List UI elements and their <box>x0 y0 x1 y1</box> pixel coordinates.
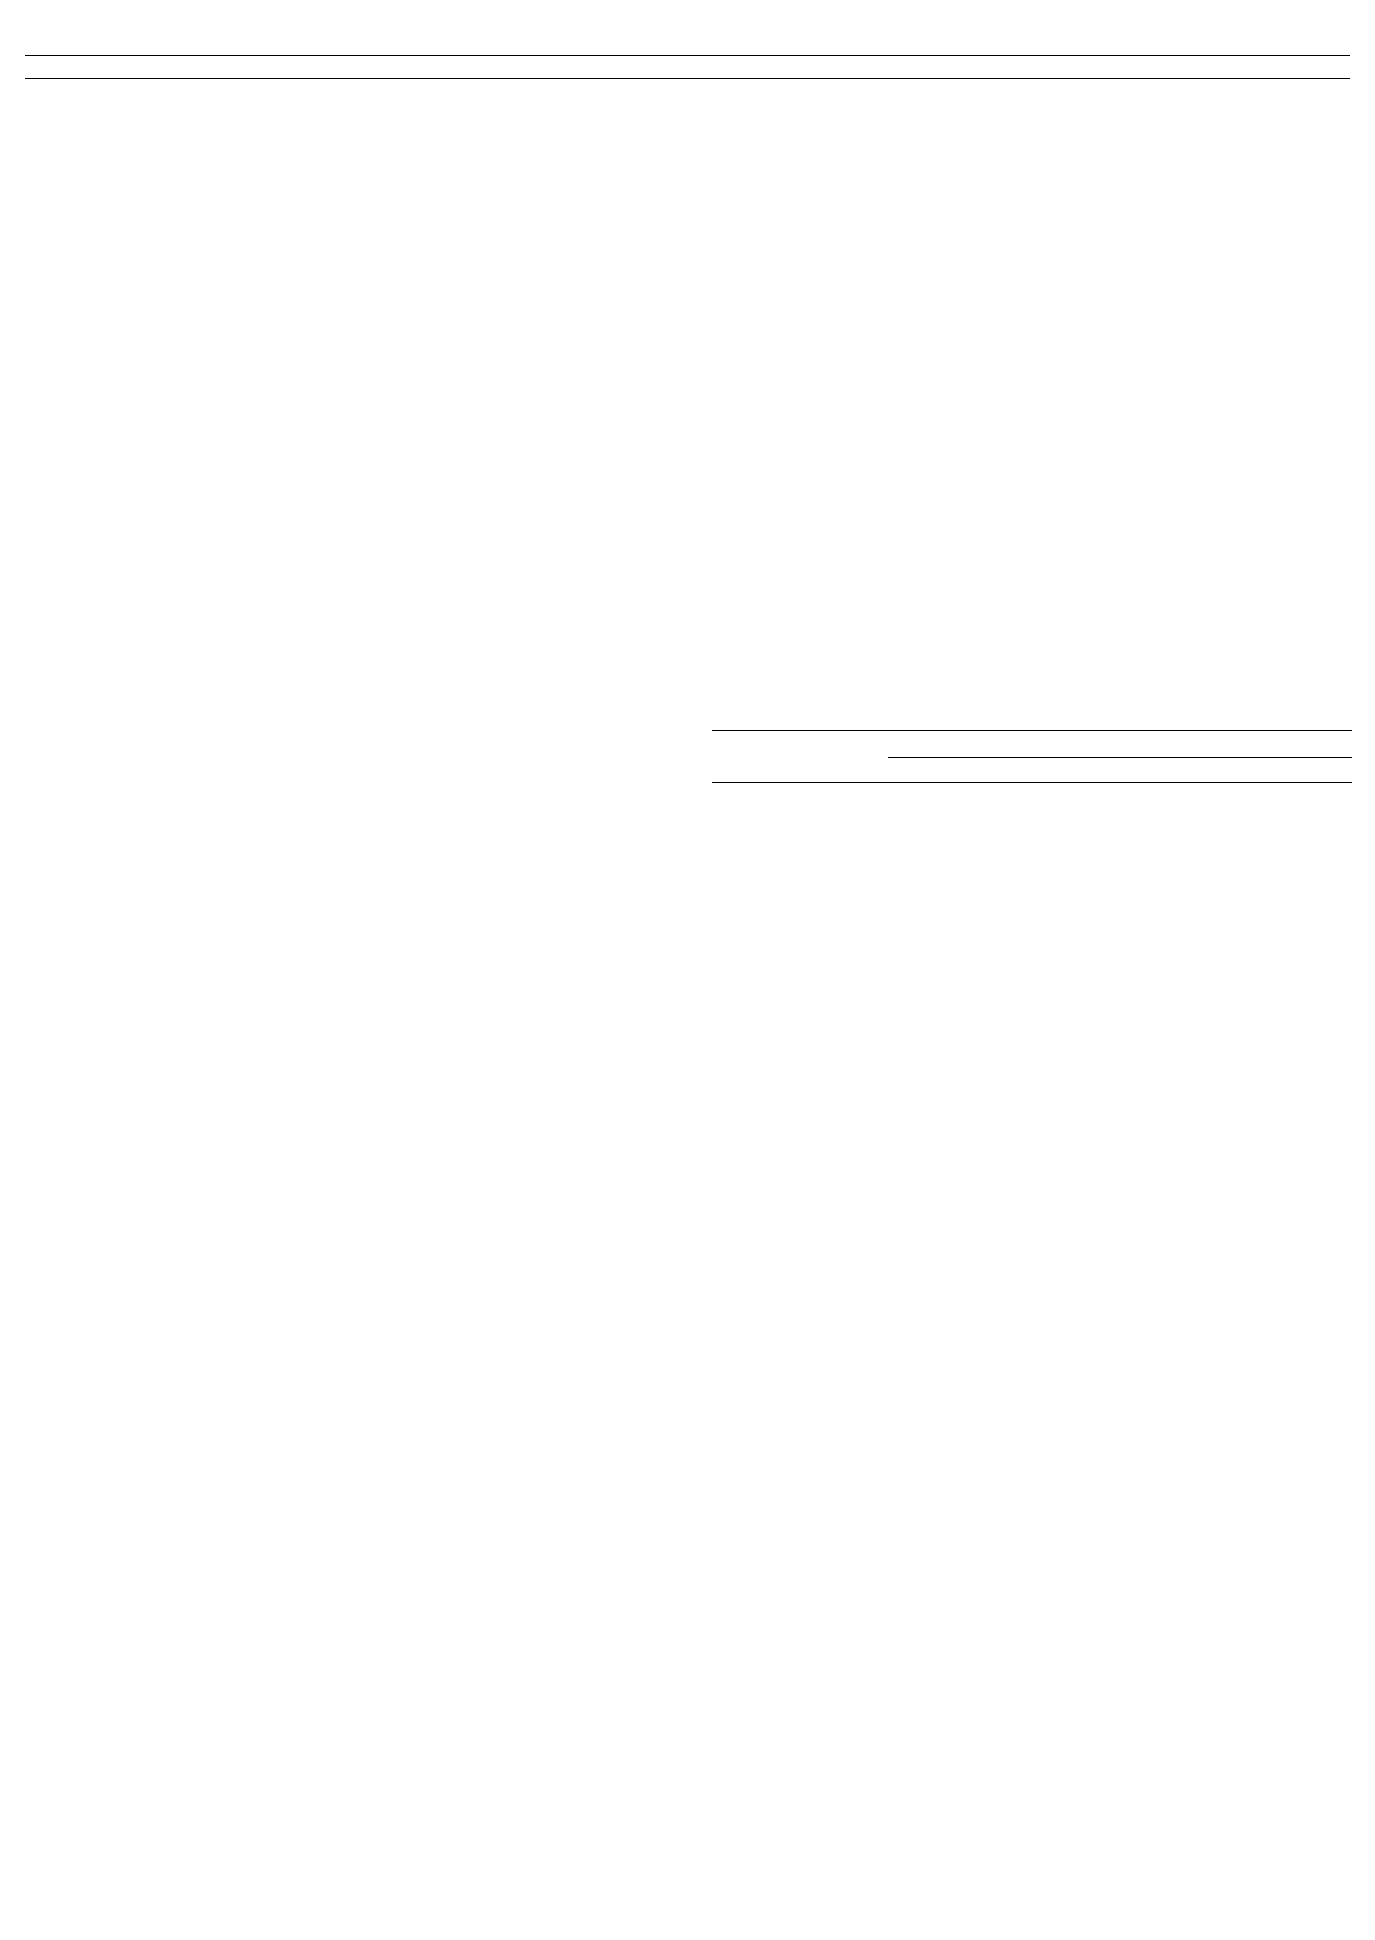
table2-header-group <box>888 731 1352 758</box>
table1-header <box>757 56 1002 79</box>
table1-header <box>1164 56 1350 79</box>
right-column <box>712 818 1352 962</box>
table2-header-p <box>1120 758 1352 783</box>
table2-header-r <box>888 758 1120 783</box>
section-heading-2-3 <box>712 818 1352 854</box>
section-heading-2-2 <box>25 1680 667 1716</box>
section-heading-2-6 <box>712 926 1352 962</box>
table2-header-variable <box>712 731 888 783</box>
table1-header <box>25 56 512 79</box>
section-heading-2-4 <box>712 854 1352 890</box>
table1-header-row <box>25 56 1350 79</box>
table1-header <box>1002 56 1164 79</box>
section-heading-1-4 <box>25 640 667 676</box>
figure1-line-chart <box>100 1278 640 1600</box>
left-column-bottom <box>25 1680 667 1716</box>
section-heading-2-5 <box>712 890 1352 926</box>
table1-header <box>512 56 757 79</box>
section-heading-2 <box>25 676 667 712</box>
table2 <box>712 730 1352 783</box>
left-column-top <box>25 640 667 748</box>
section-heading-2-1 <box>25 712 667 748</box>
table1 <box>25 55 1350 79</box>
